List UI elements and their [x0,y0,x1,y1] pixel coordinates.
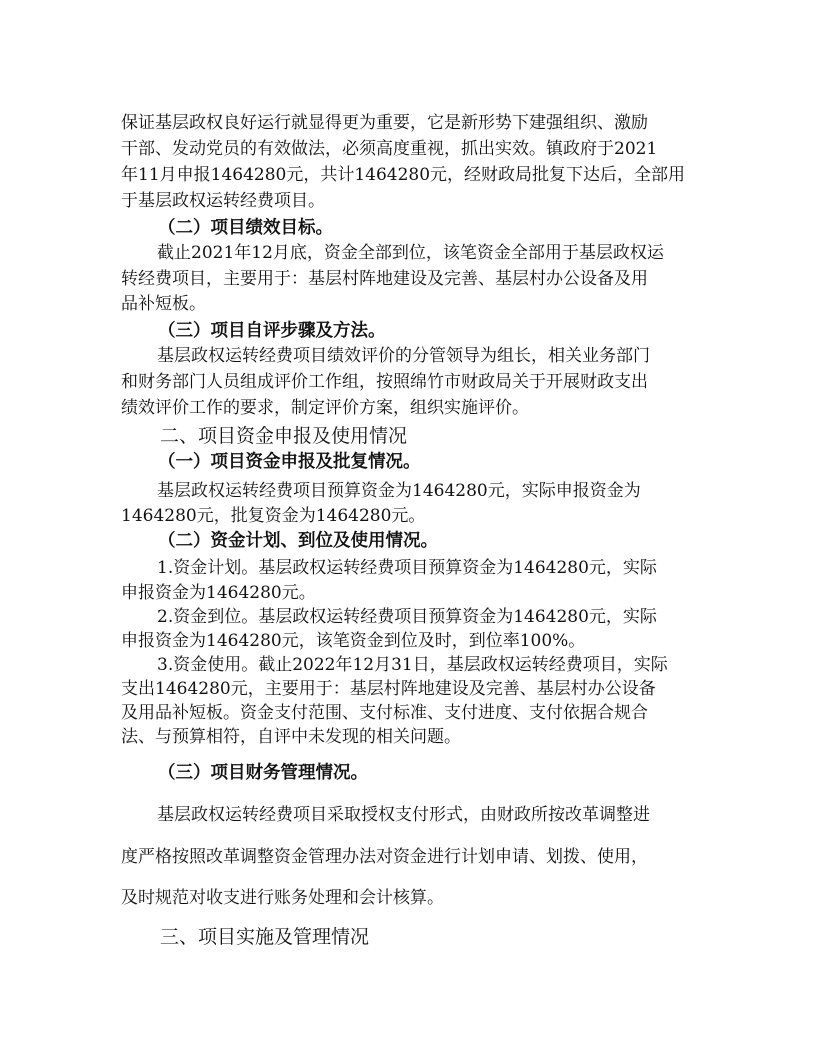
paragraph-line: 年11月申报1464280元，共计1464280元，经财政局批复下达后，全部用 [121,165,686,185]
paragraph-line: 申报资金为1464280元。 [121,583,316,603]
paragraph-line: 绩效评价工作的要求，制定评价方案，组织实施评价。 [121,398,529,418]
paragraph-line: 基层政权运转经费项目采取授权支付形式，由财政所按改革调整进 [157,805,650,825]
paragraph-line: 3.资金使用。截止2022年12月31日，基层政权运转经费项目，实际 [157,655,668,675]
paragraph-line: 转经费项目，主要用于：基层村阵地建设及完善、基层村办公设备及用 [121,269,648,289]
paragraph-line: 干部、发动党员的有效做法，必须高度重视，抓出实效。镇政府于2021 [121,139,658,159]
section-heading: （三）项目财务管理情况。 [158,762,368,783]
paragraph-line: 品补短板。 [121,294,206,314]
paragraph-line: 于基层政权运转经费项目。 [121,191,325,211]
paragraph-line: 支出1464280元，主要用于：基层村阵地建设及完善、基层村办公设备 [121,679,656,699]
paragraph-line: 截止2021年12月底，资金全部到位，该笔资金全部用于基层政权运 [157,243,664,263]
paragraph-line: 申报资金为1464280元，该笔资金到位及时，到位率100%。 [121,631,586,651]
paragraph-line: 保证基层政权良好运行就显得更为重要，它是新形势下建强组织、激励 [121,113,648,133]
paragraph-line: 和财务部门人员组成评价工作组，按照绵竹市财政局关于开展财政支出 [121,372,648,392]
chapter-heading: 二、项目资金申报及使用情况 [160,425,408,447]
paragraph-line: 度严格按照改革调整资金管理办法对资金进行计划申请、划拨、使用， [121,847,648,867]
paragraph-line: 法、与预算相符，自评中未发现的相关问题。 [121,727,461,747]
section-heading: （三）项目自评步骤及方法。 [158,320,386,341]
paragraph-line: 及时规范对收支进行账务处理和会计核算。 [121,888,444,908]
section-heading: （一）项目资金申报及批复情况。 [158,451,421,472]
paragraph-line: 基层政权运转经费项目预算资金为1464280元，实际申报资金为 [157,481,641,501]
chapter-heading: 三、项目实施及管理情况 [160,926,370,948]
paragraph-line: 及用品补短板。资金支付范围、支付标准、支付进度、支付依据合规合 [121,703,648,723]
paragraph-line: 1.资金计划。基层政权运转经费项目预算资金为1464280元，实际 [157,558,657,578]
section-heading: （二）项目绩效目标。 [158,217,333,238]
paragraph-line: 基层政权运转经费项目绩效评价的分管领导为组长，相关业务部门 [157,346,650,366]
paragraph-line: 2.资金到位。基层政权运转经费项目预算资金为1464280元，实际 [157,607,657,627]
section-heading: （二）资金计划、到位及使用情况。 [158,530,438,551]
paragraph-line: 1464280元，批复资金为1464280元。 [121,506,426,526]
